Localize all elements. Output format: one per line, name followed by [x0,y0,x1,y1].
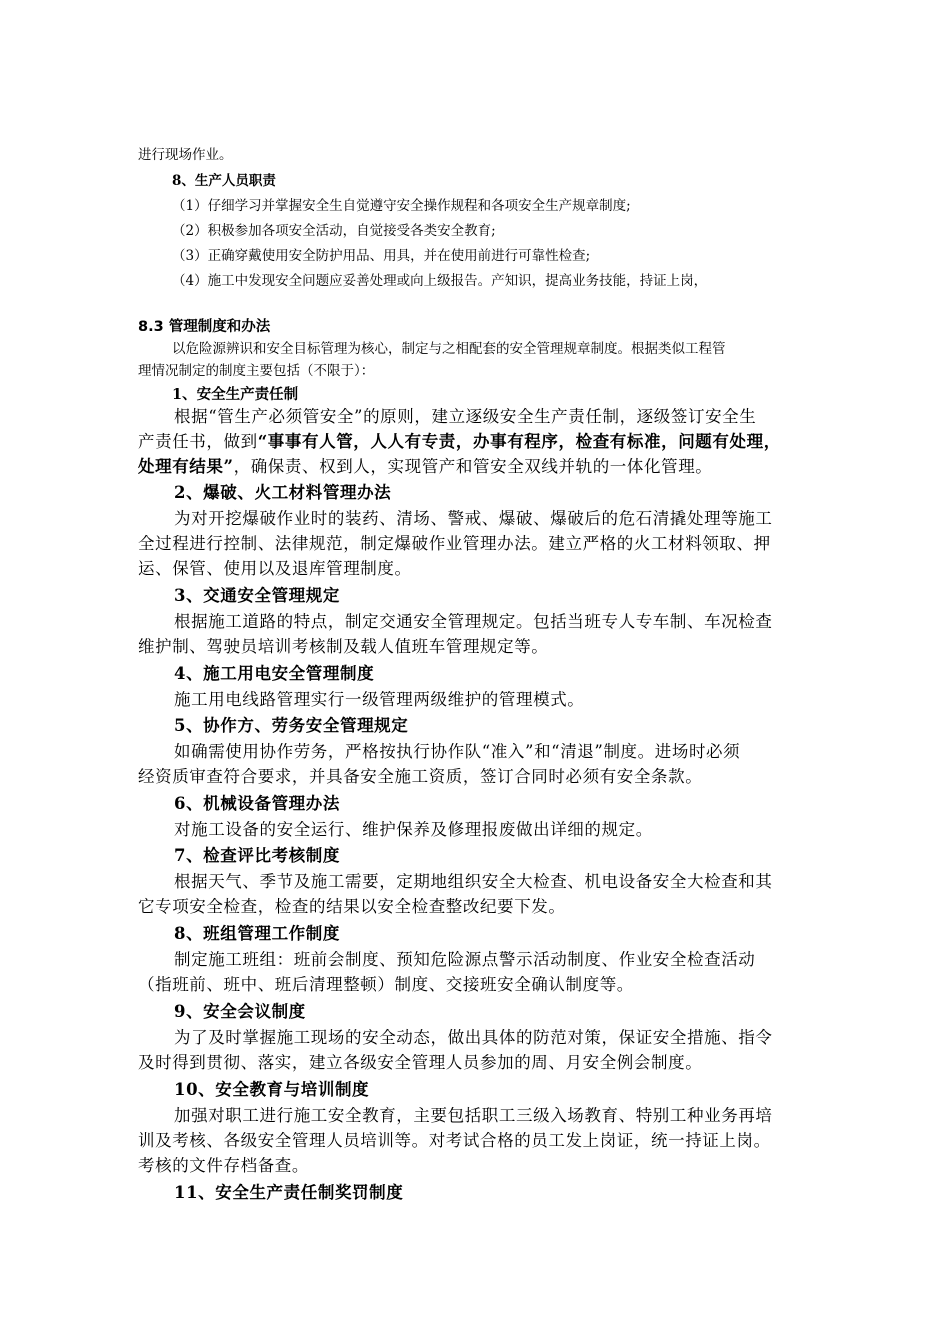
heading-traffic-safety: 3、交通安全管理规定 [174,586,340,605]
p1-line-3 [138,453,712,477]
heading-inspection: 7、检查评比考核制度 [174,846,340,865]
section-title: 8.3 管理制度和办法 [138,319,271,335]
training-line-2: 训及考核、各级安全管理人员培训等。对考试合格的员工发上岗证，统一持证上岗。 [138,1131,771,1150]
heading-labor-safety: 5、协作方、劳务安全管理规定 [174,716,409,735]
heading-responsibility-system: 1、安全生产责任制 [172,386,299,403]
duty-item-1: （1）仔细学习并掌握安全生自觉遵守安全操作规程和各项安全生产规章制度; [172,198,631,214]
labor-line-2: 经资质审查符合要求，并具备安全施工资质，签订合同时必须有安全条款。 [138,767,703,786]
p1-line-2-bold: “事事有人管，人人有专责，办事有程序，检查有标准，问题有处理， [257,432,781,451]
heading-blasting-materials: 2、爆破、火工材料管理办法 [174,483,392,502]
inspection-line-2: 它专项安全检查，检查的结果以安全检查整改纪要下发。 [138,897,566,916]
team-line-1: 制定施工班组：班前会制度、预知危险源点警示活动制度、作业安全检查活动 [174,950,756,969]
heading-machinery: 6、机械设备管理办法 [174,794,340,813]
duty-item-3: （3）正确穿戴使用安全防护用品、用具，并在使用前进行可靠性检查; [172,248,591,264]
p1-line-3-normal: ，确保责、权到人，实现管产和管安全双线并轨的一体化管理。 [233,457,713,476]
electricity-line-1: 施工用电线路管理实行一级管理两级维护的管理模式。 [174,690,585,709]
heading-education-training: 10、安全教育与培训制度 [174,1080,370,1099]
heading-team-management: 8、班组管理工作制度 [174,924,340,943]
heading-safety-meeting: 9、安全会议制度 [174,1002,306,1021]
duty-item-2: （2）积极参加各项安全活动，自觉接受各类安全教育; [172,223,496,239]
inspection-line-1: 根据天气、季节及施工需要，定期地组织安全大检查、机电设备安全大检查和其 [174,872,773,891]
training-line-1: 加强对职工进行施工安全教育，主要包括职工三级入场教育、特别工种业务再培 [174,1106,773,1125]
continuation-line: 进行现场作业。 [138,147,233,163]
blasting-line-2: 全过程进行控制、法律规范，制定爆破作业管理办法。建立严格的火工材料领取、押 [138,534,771,553]
section-intro-line-1: 以危险源辨识和安全目标管理为核心，制定与之相配套的安全管理规章制度。根据类似工程管 [172,341,726,357]
team-line-2: （指班前、班中、班后清理整顿）制度、交接班安全确认制度等。 [138,975,634,994]
machinery-line-1: 对施工设备的安全运行、维护保养及修理报废做出详细的规定。 [174,820,653,839]
p1-line-2 [138,428,781,452]
p1-line-2-normal: 产责任书，做到 [138,432,258,451]
section-intro-line-2: 理情况制定的制度主要包括（不限于）： [138,363,375,379]
heading-production-staff-duties: 8、生产人员职责 [172,173,276,189]
blasting-line-1: 为对开挖爆破作业时的装药、清场、警戒、爆破、爆破后的危石清撬处理等施工 [174,509,773,528]
blasting-line-3: 运、保管、使用以及退库管理制度。 [138,559,412,578]
meeting-line-2: 及时得到贯彻、落实，建立各级安全管理人员参加的周、月安全例会制度。 [138,1053,703,1072]
traffic-line-1: 根据施工道路的特点，制定交通安全管理规定。包括当班专人专车制、车况检查 [174,612,773,631]
heading-electricity-safety: 4、施工用电安全管理制度 [174,664,375,683]
meeting-line-1: 为了及时掌握施工现场的安全动态，做出具体的防范对策，保证安全措施、指令 [174,1028,773,1047]
labor-line-1: 如确需使用协作劳务，严格按执行协作队“准入”和“清退”制度。进场时必须 [174,742,741,761]
training-line-3: 考核的文件存档备查。 [138,1156,309,1175]
traffic-line-2: 维护制、驾驶员培训考核制及载人值班车管理规定等。 [138,637,549,656]
heading-rewards-penalties: 11、安全生产责任制奖罚制度 [174,1183,404,1202]
duty-item-4: （4）施工中发现安全问题应妥善处理或向上级报告。产知识，提高业务技能，持证上岗， [172,273,708,289]
p1-line-1: 根据“管生产必须管安全”的原则，建立逐级安全生产责任制，逐级签订安全生 [174,407,757,426]
p1-line-3-bold: 处理有结果” [138,457,234,476]
